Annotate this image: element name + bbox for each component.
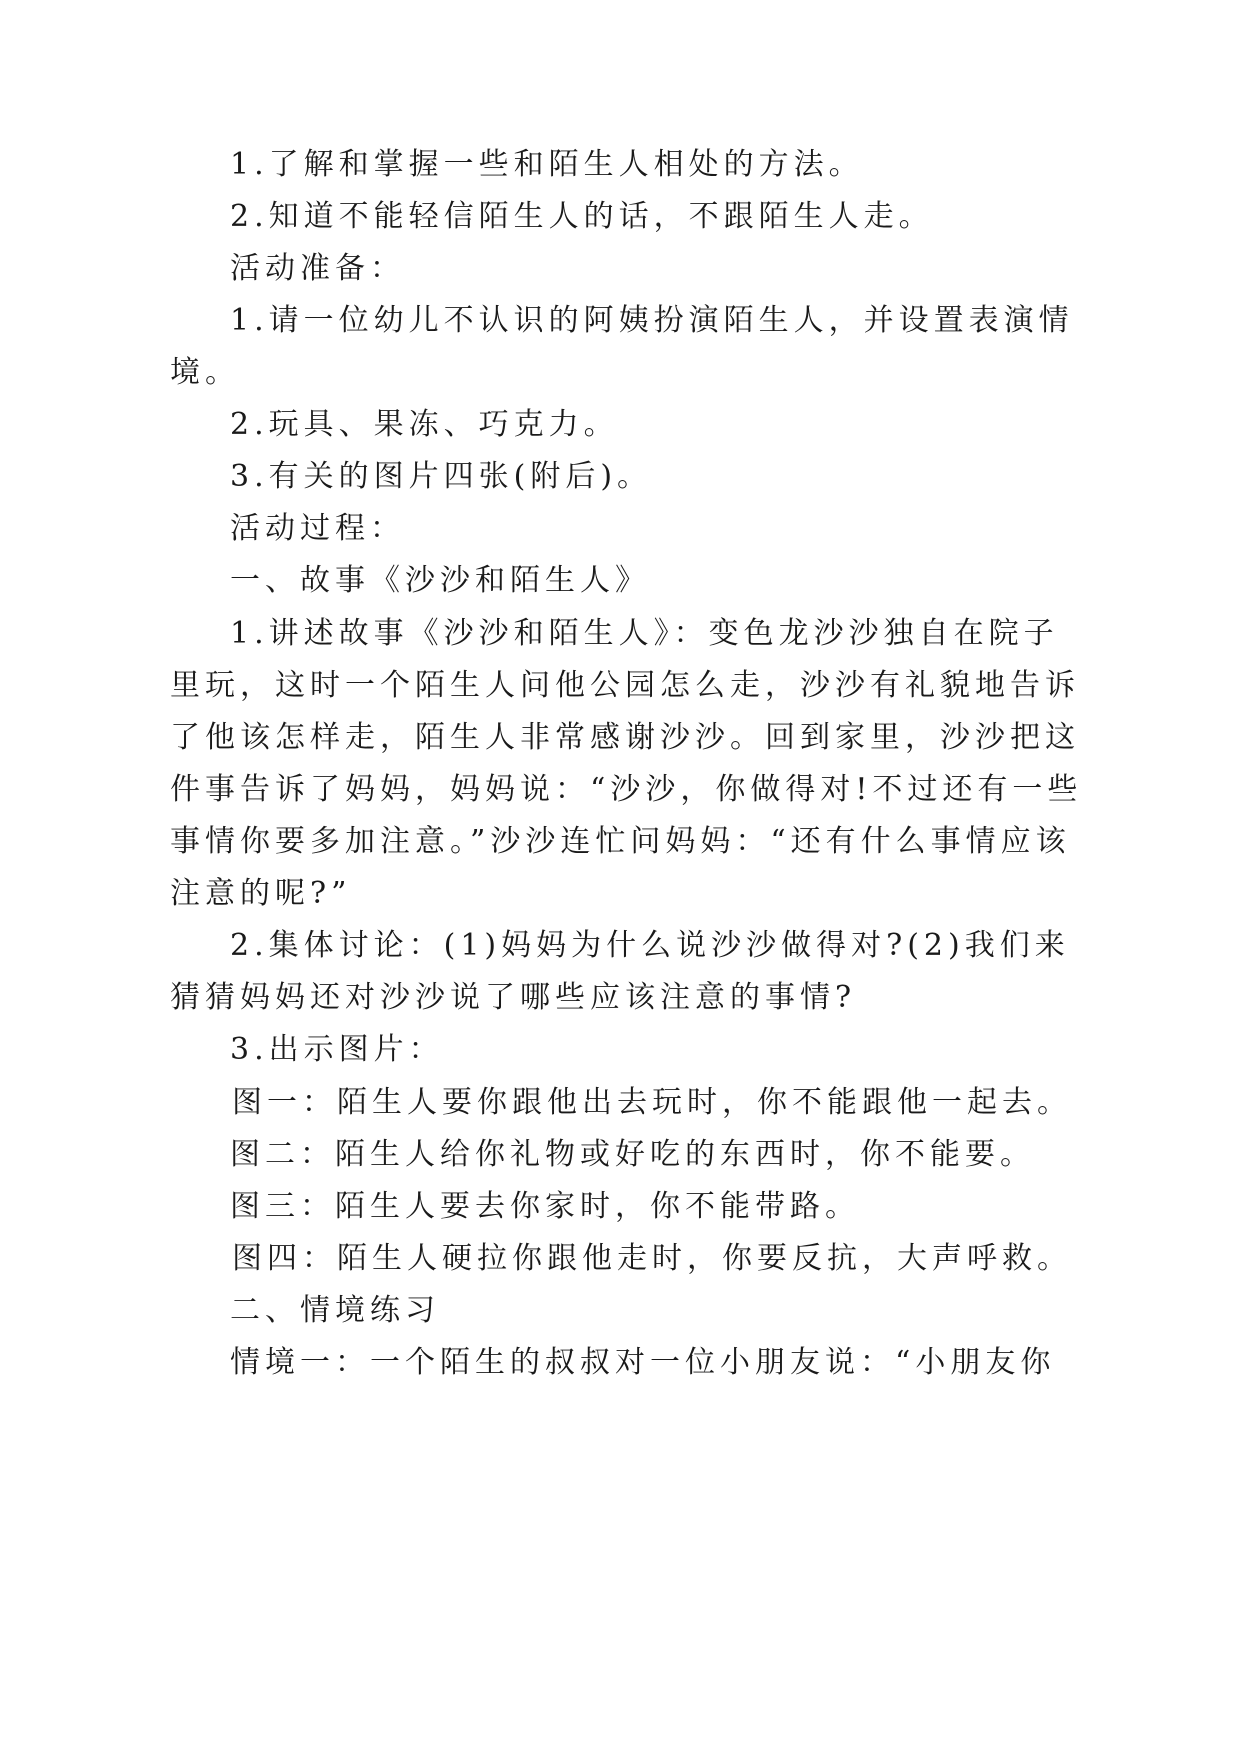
text-line: 图二：陌生人给你礼物或好吃的东西时，你不能要。 xyxy=(230,1137,1035,1172)
text-line: 1.请一位幼儿不认识的阿姨扮演陌生人，并设置表演情 xyxy=(230,303,1074,338)
text-line: 图四：陌生人硬拉你跟他走时，你要反抗，大声呼救。 xyxy=(232,1241,1072,1276)
text-line: 1.了解和掌握一些和陌生人相处的方法。 xyxy=(230,147,864,182)
section-heading: 二、情境练习 xyxy=(230,1293,440,1328)
text-line: 了他该怎样走，陌生人非常感谢沙沙。回到家里，沙沙把这 xyxy=(170,720,1080,755)
text-line: 2.玩具、果冻、巧克力。 xyxy=(230,407,619,442)
text-line: 3.出示图片： xyxy=(230,1032,444,1067)
text-line: 2.知道不能轻信陌生人的话，不跟陌生人走。 xyxy=(230,199,934,234)
text-line: 里玩，这时一个陌生人问他公园怎么走，沙沙有礼貌地告诉 xyxy=(170,668,1080,703)
text-line: 3.有关的图片四张(附后)。 xyxy=(230,459,653,494)
text-line: 1.讲述故事《沙沙和陌生人》：变色龙沙沙独自在院子 xyxy=(230,616,1059,651)
text-line: 猜猜妈妈还对沙沙说了哪些应该注意的事情? xyxy=(170,980,857,1015)
text-line: 图一：陌生人要你跟他出去玩时，你不能跟他一起去。 xyxy=(232,1085,1072,1120)
text-line: 2.集体讨论：(1)妈妈为什么说沙沙做得对?(2)我们来 xyxy=(230,928,1070,963)
text-line: 图三：陌生人要去你家时，你不能带路。 xyxy=(230,1189,860,1224)
text-line: 事情你要多加注意。”沙沙连忙问妈妈：“还有什么事情应该 xyxy=(170,824,1071,859)
text-line: 情境一：一个陌生的叔叔对一位小朋友说：“小朋友你 xyxy=(230,1345,1056,1380)
section-heading: 活动准备： xyxy=(230,251,405,286)
text-line: 件事告诉了妈妈，妈妈说：“沙沙，你做得对!不过还有一些 xyxy=(170,772,1083,807)
section-heading: 一、故事《沙沙和陌生人》 xyxy=(230,563,650,598)
section-heading: 活动过程： xyxy=(230,511,405,546)
text-line: 注意的呢?” xyxy=(170,876,352,911)
text-line: 境。 xyxy=(170,355,240,390)
